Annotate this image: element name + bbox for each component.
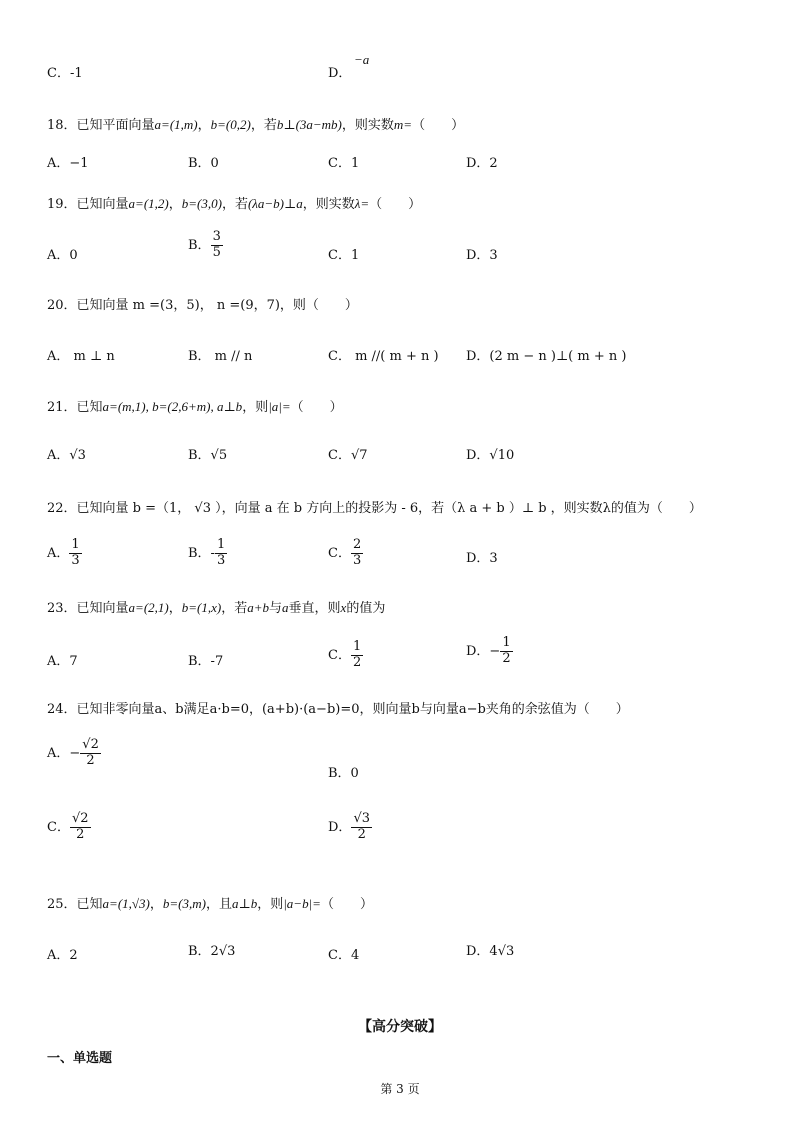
q19-stem-text-b: ，若 [221, 197, 248, 212]
q25-option-d: D．4√3 [466, 944, 515, 959]
q18-option-c: C．1 [328, 156, 360, 171]
q19-math-2: b=(3,0) [181, 196, 222, 211]
q19-option-b-denominator: 5 [212, 244, 221, 260]
q23-option-a: A．7 [47, 654, 78, 669]
q18-stem-text-b: ，若 [250, 118, 277, 133]
q21-option-b: B．√5 [188, 448, 228, 463]
q22-option-b-denominator: 3 [216, 552, 226, 568]
q22-option-c [328, 538, 363, 569]
q25-math-1: a=(1,√3) [102, 896, 150, 911]
q25-stem-text-a: 25．已知 [47, 897, 103, 912]
q17-option-c: C．-1 [47, 66, 83, 81]
q24-option-a [47, 738, 101, 769]
q25-option-b: B．2√3 [188, 944, 236, 959]
q24-option-d [328, 812, 372, 843]
q20-option-c: C． m //( m + n ) [328, 349, 439, 364]
q20-stem: 20．已知向量 m =(3，5)， n =(9，7)，则（ ） [47, 298, 358, 313]
q22-option-b-fraction [215, 538, 227, 569]
q18-math-1: a=(1,m) [154, 117, 198, 132]
q19-option-b-fraction [211, 230, 223, 261]
q25-math-3: a⊥b [231, 896, 258, 911]
q23-stem-text-c: 与 [269, 601, 283, 616]
q23-math-3: a+b [247, 600, 269, 615]
q23-sep: ， [168, 601, 182, 616]
page-number: 第 3 页 [380, 1082, 420, 1096]
q24-option-c-denominator: 2 [76, 826, 85, 842]
q24-option-a-fraction [80, 738, 101, 769]
q18-math-2: b=(0,2) [210, 117, 251, 132]
q25-option-c: C．4 [328, 948, 360, 963]
q17-option-d-label: D． [328, 66, 352, 81]
q25-math-2: b=(3,m) [162, 896, 206, 911]
q19-option-d: D．3 [466, 248, 498, 263]
q23-option-d [466, 636, 513, 667]
q23-option-b: B．-7 [188, 654, 224, 669]
q22-option-c-numerator: 2 [352, 537, 362, 552]
q21-stem [47, 396, 343, 415]
q23-option-d-numerator: 1 [502, 635, 511, 650]
q25-option-a: A．2 [47, 948, 78, 963]
q25-math-4: |a−b|= [283, 896, 321, 911]
q23-option-c-numerator: 1 [352, 639, 362, 654]
q18-stem-text-d: （ ） [412, 118, 465, 133]
q18-math-4: m= [393, 117, 413, 132]
q19-stem-text-d: （ ） [369, 197, 422, 212]
q17-option-d-math: −a [354, 52, 370, 67]
q25-stem-text-d: （ ） [320, 897, 373, 912]
q23-stem [47, 597, 385, 616]
q24-option-c-fraction [70, 812, 91, 843]
q22-option-d: D．3 [466, 551, 498, 566]
q24-option-d-label: D． [328, 819, 352, 835]
q25-stem-text-c: ，则 [257, 897, 284, 912]
q22-option-a-denominator: 3 [71, 552, 80, 568]
q21-option-a: A．√3 [47, 448, 86, 463]
q23-option-c-denominator: 2 [352, 654, 362, 670]
q25-stem [47, 893, 373, 912]
q24-option-a-numerator: √2 [82, 737, 99, 752]
q19-option-b-label: B． [188, 237, 211, 253]
q21-option-d: D．√10 [466, 448, 515, 463]
q23-option-c-label: C． [328, 647, 351, 663]
q20-option-a: A． m ⊥ n [47, 349, 115, 364]
q19-option-c: C．1 [328, 248, 360, 263]
q23-stem-text-e: 的值为 [346, 601, 386, 616]
q22-option-c-denominator: 3 [352, 552, 362, 568]
q21-stem-text-a: 21．已知 [47, 400, 103, 415]
q19-option-b-numerator: 3 [212, 229, 221, 244]
q18-stem-text-a: 18．已知平面向量 [47, 118, 155, 133]
q19-stem-text-a: 19．已知向量 [47, 197, 129, 212]
q19-option-a: A．0 [47, 248, 78, 263]
q18-stem [47, 114, 464, 133]
q23-stem-text-b: ，若 [221, 601, 248, 616]
q22-option-b [188, 538, 227, 569]
q24-option-c-label: C． [47, 819, 70, 835]
q23-option-c [328, 640, 363, 671]
q24-option-d-denominator: 2 [357, 826, 366, 842]
q19-stem-text-c: ，则实数 [302, 197, 355, 212]
q23-stem-text-a: 23．已知向量 [47, 601, 129, 616]
q24-option-d-fraction [351, 812, 372, 843]
q23-math-1: a=(2,1) [128, 600, 169, 615]
q19-math-4: λ= [354, 196, 370, 211]
q24-option-a-label: A．− [47, 745, 81, 761]
section-heading: 【高分突破】 [358, 1019, 442, 1035]
q24-option-a-denominator: 2 [86, 752, 95, 768]
q23-option-d-denominator: 2 [502, 650, 511, 666]
q24-option-b: B．0 [328, 766, 359, 781]
q23-math-5: x [340, 600, 347, 615]
q22-option-b-numerator: 1 [216, 537, 226, 552]
q18-option-a: A．−1 [47, 156, 89, 171]
q19-math-1: a=(1,2) [128, 196, 169, 211]
q22-option-a-label: A． [47, 545, 70, 561]
q19-sep: ， [168, 197, 182, 212]
q23-stem-text-d: 垂直，则 [288, 601, 341, 616]
q19-math-3: (λa−b)⊥a [247, 196, 303, 211]
q18-math-3: b⊥(3a−mb) [276, 117, 342, 132]
q22-option-a-fraction [69, 538, 81, 569]
q20-option-b: B． m // n [188, 349, 253, 364]
q25-stem-text-b: ，且 [205, 897, 232, 912]
section-title: 一、单选题 [47, 1051, 113, 1066]
q23-option-d-fraction [500, 636, 512, 667]
q22-option-c-label: C． [328, 545, 351, 561]
q24-stem: 24．已知非零向量a、b满足a·b=0，(a+b)·(a−b)=0，则向量b与向量a−b夹角的余弦值为（ ） [47, 702, 629, 717]
q22-option-b-label: B．- [188, 545, 215, 561]
q24-option-c-numerator: √2 [71, 811, 89, 826]
q21-math-1: a=(m,1), b=(2,6+m), a⊥b [102, 399, 243, 414]
q21-option-c: C．√7 [328, 448, 368, 463]
q25-sep: ， [149, 897, 163, 912]
q22-stem: 22．已知向量 b =（1， √3 ），向量 a 在 b 方向上的投影为 - 6，若（λ a + b ）⊥ b ，则实数λ的值为（ ） [47, 501, 702, 516]
q22-option-c-fraction [351, 538, 363, 569]
q18-sep: ， [197, 118, 211, 133]
q19-stem [47, 193, 421, 212]
q24-option-c [47, 812, 91, 843]
q18-option-d: D．2 [466, 156, 498, 171]
q21-stem-text-c: （ ） [290, 400, 343, 415]
q23-option-c-fraction [351, 640, 363, 671]
q19-option-b [188, 230, 223, 261]
q23-math-2: b=(1,x) [181, 600, 222, 615]
q18-option-b: B．0 [188, 156, 219, 171]
q24-option-d-numerator: √3 [353, 811, 370, 826]
q18-stem-text-c: ，则实数 [341, 118, 394, 133]
q23-option-d-label: D．− [466, 643, 501, 659]
q22-option-a [47, 538, 82, 569]
q23-math-4: a [282, 600, 289, 615]
q20-option-d: D．(2 m − n )⊥( m + n ) [466, 349, 627, 364]
q21-math-2: |a|= [268, 399, 291, 414]
q21-stem-text-b: ，则 [242, 400, 269, 415]
q22-option-a-numerator: 1 [71, 537, 80, 552]
